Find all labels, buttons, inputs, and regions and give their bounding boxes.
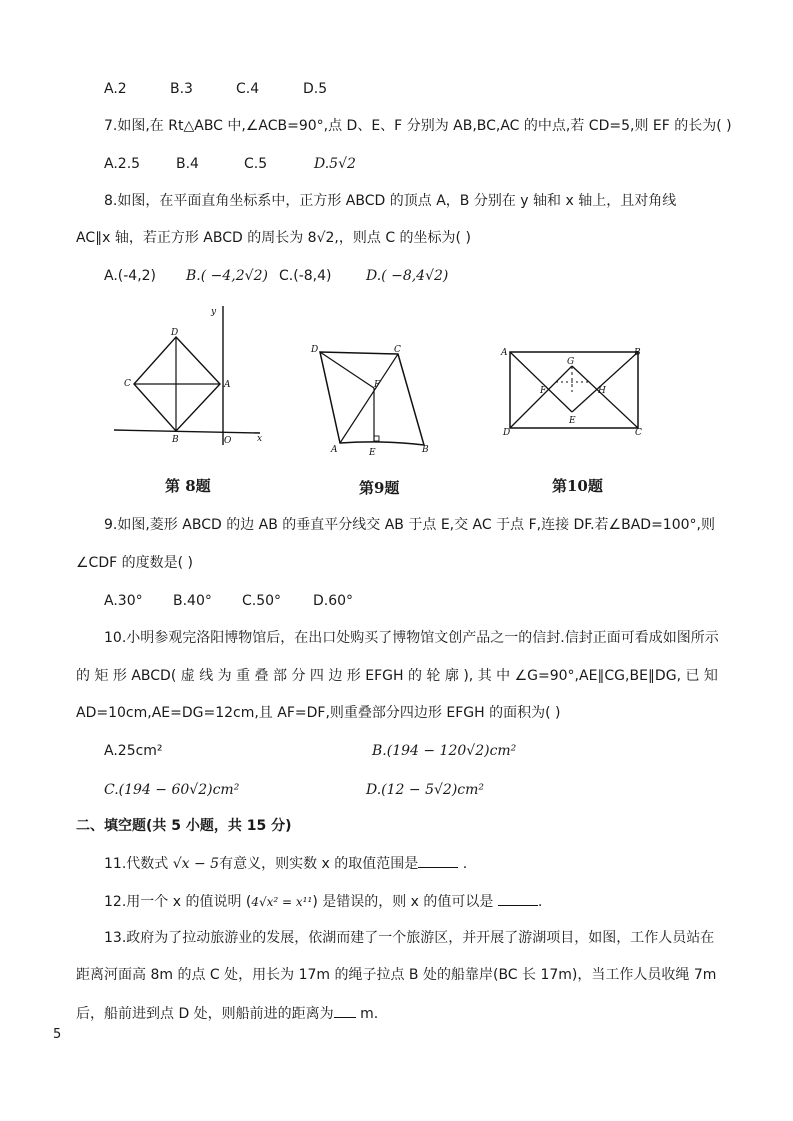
q7-option-d: D.5√2 <box>314 156 356 172</box>
q12-end: . <box>537 894 543 910</box>
q10-option-c: C.(194 − 60√2)cm² <box>104 782 240 798</box>
q9-option-c: C.50° <box>242 593 282 609</box>
fig10-label-d: D <box>503 428 511 438</box>
fig8-label-o: O <box>224 436 232 446</box>
q13-answer-blank[interactable] <box>334 1003 356 1018</box>
section-2-heading: 二、填空题(共 5 小题，共 15 分) <box>76 818 292 834</box>
q10-stem-line1: 10.小明参观完洛阳博物馆后，在出口处购买了博物馆文创产品之一的信封.信封正面可看成如图所示 <box>104 630 719 646</box>
q9-stem-line2: ∠CDF 的度数是( ) <box>76 555 193 571</box>
q10-option-b: B.(194 − 120√2)cm² <box>372 743 517 759</box>
q10-stem-line2: 的 矩 形 ABCD( 虚 线 为 重 叠 部 分 四 边 形 EFGH 的 轮 廓 ), 其 中 ∠G=90°,AE∥CG,BE∥DG, 已 知 <box>76 668 718 684</box>
q8-stem-line2: AC∥x 轴，若正方形 ABCD 的周长为 8√2,，则点 C 的坐标为( ) <box>76 230 471 246</box>
fig9-label-d: D <box>311 345 319 355</box>
figure-10-caption: 第10题 <box>552 477 603 495</box>
q6-option-b: B.3 <box>170 81 193 97</box>
q8-option-b: B.( −4,2√2) <box>186 268 268 284</box>
figure-8-caption: 第 8题 <box>165 477 211 495</box>
fig8-label-d: D <box>171 328 179 338</box>
q10-option-d: D.(12 − 5√2)cm² <box>366 782 485 798</box>
fig10-label-c: C <box>635 428 642 438</box>
q12-answer-blank[interactable] <box>498 891 538 906</box>
fig10-label-b: B <box>634 348 641 358</box>
q13-line1: 13.政府为了拉动旅游业的发展，依湖而建了一个旅游区，并开展了游湖项目，如图，工作人员站在 <box>104 930 715 946</box>
fig10-label-h: H <box>598 386 606 396</box>
q6-option-a: A.2 <box>104 81 127 97</box>
page-number: 5 <box>53 1027 62 1042</box>
figure-9-caption: 第9题 <box>359 479 400 497</box>
fig8-label-b: B <box>172 435 179 445</box>
q11-suffix: 有意义，则实数 x 的取值范围是 <box>219 856 419 872</box>
q9-option-a: A.30° <box>104 593 143 609</box>
fig10-label-a: A <box>501 348 508 358</box>
fig10-label-g: G <box>567 357 575 367</box>
q13-line2: 距离河面高 8m 的点 C 处，用长为 17m 的绳子拉点 B 处的船靠岸(BC 长 17m)，当工作人员收绳 7m <box>76 967 717 983</box>
q13-line3-prefix: 后，船前进到点 D 处，则船前进的距离为 <box>76 1006 334 1022</box>
q9-option-d: D.60° <box>313 593 354 609</box>
fig9-label-c: C <box>394 345 401 355</box>
q9-option-b: B.40° <box>173 593 212 609</box>
q7-option-b: B.4 <box>176 156 199 172</box>
q8-stem-line1: 8.如图，在平面直角坐标系中，正方形 ABCD 的顶点 A，B 分别在 y 轴和 x 轴上，且对角线 <box>104 193 677 209</box>
q13-line3 <box>76 1003 378 1023</box>
q12-suffix: ) 是错误的，则 x 的值可以是 <box>312 894 498 910</box>
fig9-label-f: F <box>374 380 381 390</box>
fig10-label-e: E <box>569 416 576 426</box>
q12-expression: 4√x² = x¹¹ <box>251 895 313 909</box>
q11-answer-blank[interactable] <box>418 853 458 868</box>
q11-line <box>104 853 467 873</box>
q6-option-c: C.4 <box>236 81 260 97</box>
figure-8-square-on-axes <box>110 302 270 452</box>
q10-option-a: A.25cm² <box>104 743 163 759</box>
q11-prefix: 11.代数式 <box>104 856 173 872</box>
fig9-label-b: B <box>422 445 429 455</box>
q10-stem-line3: AD=10cm,AE=DG=12cm,且 AF=DF,则重叠部分四边形 EFGH 的面积为( ) <box>76 705 561 721</box>
q9-stem-line1: 9.如图,菱形 ABCD 的边 AB 的垂直平分线交 AB 于点 E,交 AC 于点 F,连接 DF.若∠BAD=100°,则 <box>104 517 715 533</box>
q8-option-a: A.(-4,2) <box>104 268 157 284</box>
fig9-label-a: A <box>331 445 338 455</box>
fig8-label-x: x <box>257 434 263 444</box>
figure-9-rhombus <box>308 340 438 460</box>
q7-option-c: C.5 <box>244 156 268 172</box>
fig10-label-f: F <box>540 386 547 396</box>
q13-line3-suffix: m. <box>355 1006 379 1022</box>
q8-option-c: C.(-8,4) <box>279 268 332 284</box>
q6-option-d: D.5 <box>303 81 328 97</box>
fig9-label-e: E <box>369 448 376 458</box>
q12-prefix: 12.用一个 x 的值说明 ( <box>104 894 252 910</box>
figure-10-envelope-rectangle <box>498 342 648 437</box>
q12-line <box>104 891 542 911</box>
fig8-label-y: y <box>211 307 217 317</box>
q7-stem: 7.如图,在 Rt△ABC 中,∠ACB=90°,点 D、E、F 分别为 AB,BC,AC 的中点,若 CD=5,则 EF 的长为( ) <box>104 118 732 134</box>
q7-option-a: A.2.5 <box>104 156 141 172</box>
q11-expression: √x − 5 <box>172 856 220 872</box>
fig8-label-a: A <box>224 380 231 390</box>
fig8-label-c: C <box>124 379 131 389</box>
q8-option-d: D.( −8,4√2) <box>366 268 449 284</box>
q11-end: . <box>458 856 468 872</box>
